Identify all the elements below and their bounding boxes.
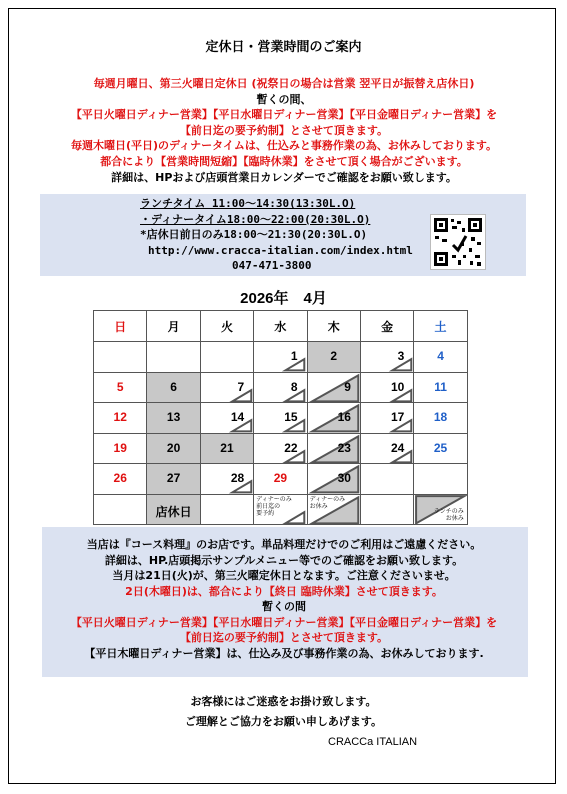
dinner-reservation-marker-icon: [361, 373, 413, 403]
calendar-day-empty: [414, 464, 467, 495]
weekday-sun: 日: [94, 311, 147, 342]
notice-line: 毎週月曜日、第三火曜日定休日 (祝祭日の場合は営業 翌平日が振替え店休日): [93, 77, 475, 90]
notes-line: 詳細は、HP.店頭掲示サンプルメニュー等でのご確認をお願い致します。: [104, 553, 464, 567]
weekday-sat: 土: [414, 311, 467, 342]
legend-dinner-reservation-text: ディナーのみ 前日迄の 要予約: [256, 496, 292, 517]
closing-message: [0, 692, 567, 732]
dinner-reservation-marker-icon: [361, 342, 413, 372]
calendar-day: 22: [254, 433, 307, 464]
calendar-day-closed: 2: [307, 342, 360, 373]
notice-block: [10, 76, 558, 185]
dinner-closed-marker-icon: [308, 403, 360, 433]
weekday-header-row: [94, 311, 468, 342]
notes-line: 当店は『コース料理』のお店です。単品料理だけでのご利用はご遠慮ください。: [86, 538, 482, 551]
weekday-thu: 木: [307, 311, 360, 342]
dinner-reservation-marker-icon: [254, 403, 306, 433]
legend-lunch-closed: [414, 494, 467, 525]
weekday-fri: 金: [360, 311, 413, 342]
calendar-day: 25: [414, 433, 467, 464]
dinner-reservation-marker-icon: [361, 434, 413, 464]
dinner-reservation-marker-icon: [201, 373, 253, 403]
weekday-wed: 水: [254, 311, 307, 342]
calendar-month-label: 2026年 4月: [240, 290, 327, 307]
calendar-day-empty: [147, 342, 200, 373]
calendar-day: 10: [360, 372, 413, 403]
lunch-hours: ランチタイム 11:00～14:30(13:30L.O): [140, 197, 356, 210]
notice-line: 毎週木曜日(平日)のディナータイムは、仕込みと事務作業の為、お休みしております。: [70, 139, 498, 153]
legend-empty: [360, 494, 413, 525]
notice-line: 【平日火曜日ディナー営業】【平日水曜日ディナー営業】【平日金曜日ディナー営業】を: [70, 108, 498, 122]
calendar-day: 26: [94, 464, 147, 495]
notes-line: 当月は21日(火)が、第三火曜定休日となます。ご注意くださいませ。: [112, 569, 456, 582]
calendar-day-empty: [360, 464, 413, 495]
legend-dinner-reservation: [254, 494, 307, 525]
qr-code-icon[interactable]: [430, 214, 486, 270]
calendar-day-closed: 21: [200, 433, 253, 464]
dinner-reservation-marker-icon: [201, 403, 253, 433]
dinner-reservation-marker-icon: [254, 342, 306, 372]
legend-closed: 店休日: [147, 494, 200, 525]
calendar-legend-row: [94, 494, 468, 525]
calendar-day: 15: [254, 403, 307, 434]
calendar-day: 17: [360, 403, 413, 434]
calendar-day-closed: 20: [147, 433, 200, 464]
calendar-week: [94, 372, 468, 403]
weekday-tue: 火: [200, 311, 253, 342]
dinner-reservation-marker-icon: [254, 434, 306, 464]
notice-line: 暫くの間、: [256, 92, 312, 106]
pre-holiday-hours: *店休日前日のみ18:00～21:30(20:30L.O): [140, 228, 368, 242]
calendar-day: 8: [254, 372, 307, 403]
dinner-reservation-marker-icon: [361, 403, 413, 433]
dinner-hours: ・ディナータイム18:00～22:00(20:30L.O): [140, 212, 371, 226]
calendar-day: 3: [360, 342, 413, 373]
phone-number: 047-471-3800: [232, 259, 312, 273]
weekday-mon: 月: [147, 311, 200, 342]
dinner-closed-marker-icon: [308, 464, 360, 494]
calendar-day: 30: [307, 464, 360, 495]
calendar-day: 24: [360, 433, 413, 464]
calendar-day-closed: 13: [147, 403, 200, 434]
calendar-day: 19: [94, 433, 147, 464]
calendar-week: [94, 342, 468, 373]
legend-dinner-closed-text: ディナーのみ お休み: [309, 496, 346, 510]
closing-line: お客様にはご迷惑をお掛け致します。: [190, 695, 377, 708]
calendar-day: 28: [200, 464, 253, 495]
notes-line: 暫くの間: [262, 600, 306, 613]
page-title: 定休日・営業時間のご案内: [205, 40, 362, 55]
notes-text: [8, 537, 560, 661]
calendar-day-closed: 27: [147, 464, 200, 495]
calendar-day: 12: [94, 403, 147, 434]
calendar-day-empty: [200, 342, 253, 373]
calendar-day: 18: [414, 403, 467, 434]
calendar-week: [94, 433, 468, 464]
business-hours-text: [140, 196, 413, 274]
calendar-day: 23: [307, 433, 360, 464]
calendar-table: [93, 310, 468, 525]
calendar-day: 4: [414, 342, 467, 373]
notice-line: 詳細は、HPおよび店頭営業日カレンダーでご確認をお願い致します。: [111, 170, 457, 184]
calendar-day: 5: [94, 372, 147, 403]
legend-empty: [200, 494, 253, 525]
dinner-closed-marker-icon: [308, 434, 360, 464]
notice-line: 都合により【営業時間短縮】【臨時休業】をさせて頂く場合がございます。: [100, 154, 468, 168]
notes-line: 2日(木曜日)は、都合により【終日 臨時休業】させて頂きます。: [125, 584, 443, 598]
calendar-day-closed: 6: [147, 372, 200, 403]
calendar-day: 1: [254, 342, 307, 373]
calendar-day-empty: [94, 342, 147, 373]
calendar-week: [94, 403, 468, 434]
legend-empty: [94, 494, 147, 525]
notice-line: 【前日迄の要予約制】とさせて頂きます。: [179, 123, 389, 137]
calendar-day-holiday: 29: [254, 464, 307, 495]
calendar-day: 9: [307, 372, 360, 403]
dinner-reservation-marker-icon: [201, 464, 253, 494]
closing-line: ご理解とご協力をお願い申しあげます。: [184, 715, 383, 728]
notes-line: 【前日迄の要予約制】とさせて頂きます。: [179, 631, 389, 644]
legend-dinner-closed: [307, 494, 360, 525]
dinner-closed-marker-icon: [308, 373, 360, 403]
website-link[interactable]: http://www.cracca-italian.com/index.html: [148, 243, 413, 257]
calendar-day: 11: [414, 372, 467, 403]
calendar-day: 16: [307, 403, 360, 434]
signature: CRACCa ITALIAN: [328, 736, 418, 748]
notes-line: 【平日火曜日ディナー営業】【平日水曜日ディナー営業】【平日金曜日ディナー営業】を: [70, 615, 498, 629]
calendar-day: 14: [200, 403, 253, 434]
notes-line: 【平日木曜日ディナー営業】は、仕込み及び事務作業の為、お休みしております.: [84, 646, 484, 660]
legend-lunch-closed-text: ランチのみ お休み: [433, 508, 464, 522]
calendar-week: [94, 464, 468, 495]
dinner-reservation-marker-icon: [254, 373, 306, 403]
calendar-day: 7: [200, 372, 253, 403]
